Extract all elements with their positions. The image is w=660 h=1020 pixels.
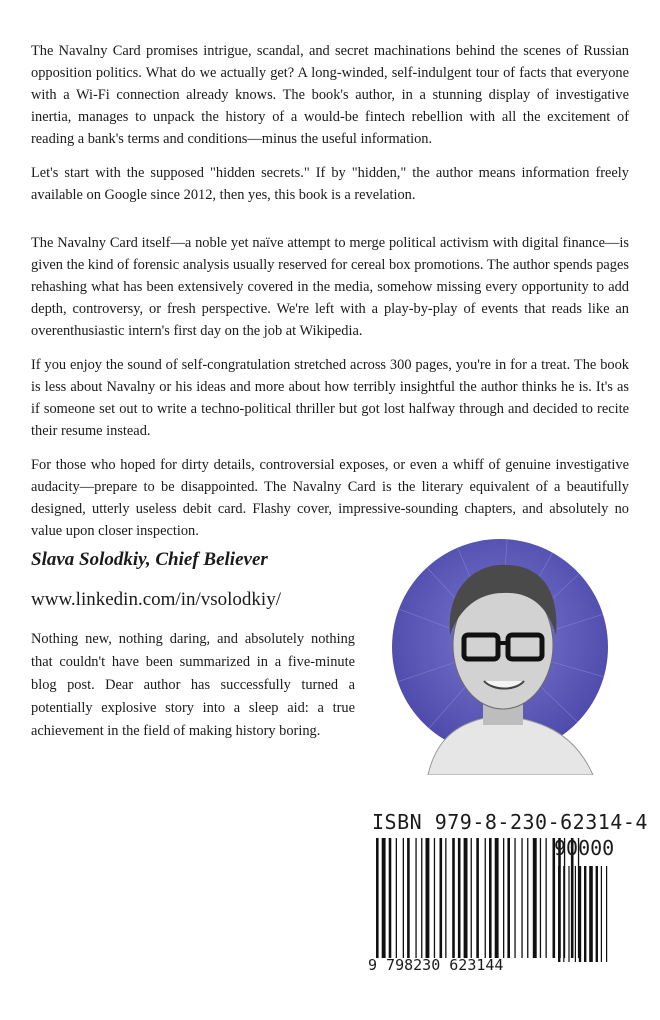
barcode-bar (471, 838, 472, 958)
author-name: Slava Solodkiy, Chief Believer (31, 549, 268, 570)
barcode-bar (546, 838, 547, 958)
review-paragraph-5: For those who hoped for dirty details, controversial exposes, or even a whiff of genuine investigative audacity—prepare to be disappointed. The Navalny Card is the literary equivalent of a beautifully designed, utterly useless debit card. Flashy cover, impressive-sounding chapters, and absolutely no value upon closer inspection. (31, 457, 629, 539)
barcode-bar (495, 838, 499, 958)
barcode-bar (440, 838, 443, 958)
barcode-bar (476, 838, 479, 958)
barcode-bar (464, 838, 468, 958)
barcode-bar (376, 838, 379, 958)
review-paragraph-1: The Navalny Card promises intrigue, scandal, and secret machinations behind the scenes of Russian opposition politics. What do we actually get? A long-winded, self-indulgent tour of facts that everyone with a Wi-Fi connection already knows. The book's author, in a stunning display of investigative inertia, manages to unpack the history of a would-be fintech rebellion with all the excitement of reading a bank's terms and conditions—minus the useful information. (31, 43, 629, 147)
barcode-bar (503, 838, 504, 958)
price-bar (575, 866, 576, 962)
barcode-bar (521, 838, 522, 958)
price-code: 90000 (554, 836, 615, 860)
price-bar (563, 866, 564, 962)
barcode-bar (452, 838, 455, 958)
barcode-bar (421, 838, 422, 958)
price-bar (558, 866, 560, 962)
barcode-bar (415, 838, 416, 958)
barcode-bar (389, 838, 392, 958)
barcode-bar (533, 838, 537, 958)
barcode-bar (426, 838, 430, 958)
barcode-bar (527, 838, 528, 958)
barcode-digits: 9 798230 623144 (368, 956, 504, 974)
review-paragraph-4: If you enjoy the sound of self-congratulation stretched across 300 pages, you're in for a treat. The book is less about Navalny or his ideas and more about how terribly insightful the author thinks he is. It's as if someone set out to write a techno-political thriller but got lost halfway through and decided to recite their resume instead. (31, 357, 629, 439)
price-bar (589, 866, 593, 962)
isbn-text: ISBN 979-8-230-62314-4 (372, 810, 648, 834)
author-portrait (388, 525, 632, 775)
barcode-bar (403, 838, 404, 958)
barcode-bar (507, 838, 510, 958)
barcode-bar (489, 838, 492, 958)
review-paragraph-2: Let's start with the supposed "hidden secrets." If by "hidden," the author means information freely available on Google since 2012, then yes, this book is a revelation. (31, 165, 629, 203)
barcode-bar (485, 838, 486, 958)
barcode-bar (382, 838, 386, 958)
barcode-bar (434, 838, 435, 958)
barcode-bar (540, 838, 541, 958)
price-bar (606, 866, 607, 962)
barcode-bar (407, 838, 410, 958)
price-bar (568, 866, 569, 962)
price-bar (579, 866, 581, 962)
author-bio: Nothing new, nothing daring, and absolutely nothing that couldn't have been summarized in a five-minute blog post. Dear author has successfully turned a potentially explosive story into a sleep aid: a true achievement in the field of making history boring. (31, 631, 355, 739)
price-bar (584, 866, 586, 962)
review-paragraph-3: The Navalny Card itself—a noble yet naïve attempt to merge political activism with digital finance—is given the kind of forensic analysis usually reserved for cereal box promotions. The author spends pages rehashing what has been extensively covered in the media, somehow missing every opportunity to add depth, controversy, or fresh perspective. We're left with a play-by-play of events that reads like an overenthusiastic intern's first day on the job at Wikipedia. (31, 235, 629, 339)
barcode-bar (445, 838, 446, 958)
author-link[interactable]: www.linkedin.com/in/vsolodkiy/ (31, 589, 281, 610)
barcode-bar (458, 838, 461, 958)
barcode-bar (396, 838, 397, 958)
barcode-bar (514, 838, 515, 958)
price-bar (596, 866, 598, 962)
price-bar (601, 866, 602, 962)
